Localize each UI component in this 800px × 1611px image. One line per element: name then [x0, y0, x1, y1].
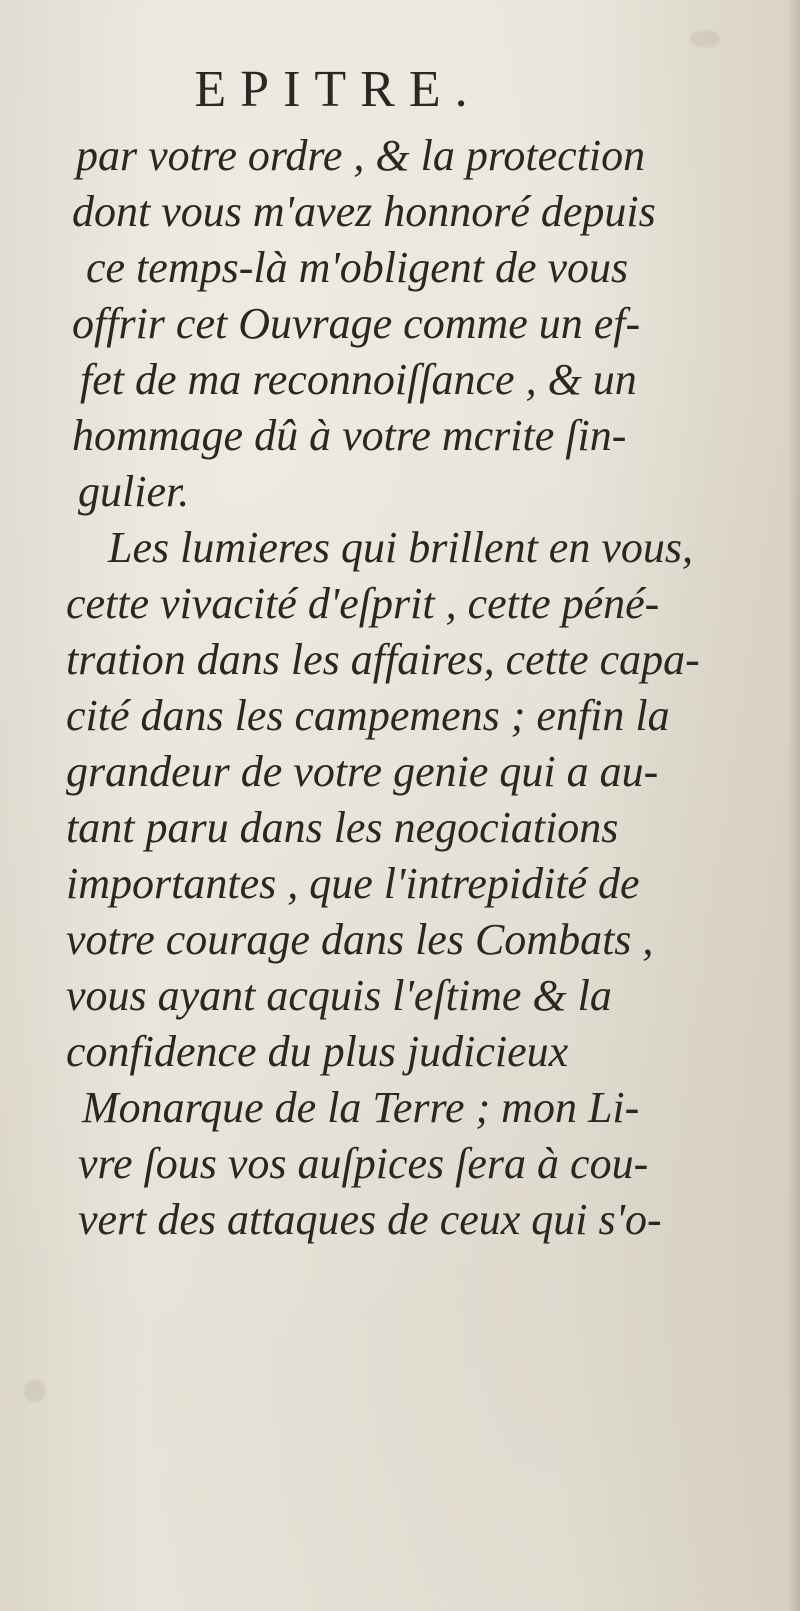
- text-line: gulier.: [78, 467, 190, 516]
- text-line: cette vivacité d'eſprit , cette péné-: [66, 579, 660, 628]
- paper-stain: [690, 30, 720, 48]
- text-line: tant paru dans les negociations: [66, 803, 619, 852]
- text-line: Monarque de la Terre ; mon Li-: [82, 1083, 640, 1132]
- text-line: vous ayant acquis l'eſtime & la: [66, 971, 612, 1020]
- text-line: ce temps-là m'obligent de vous: [86, 243, 629, 292]
- text-line: vert des attaques de ceux qui s'o-: [78, 1195, 662, 1244]
- text-line: dont vous m'avez honnoré depuis: [72, 187, 656, 236]
- page-header-title: EPITRE.: [194, 61, 482, 118]
- text-line: tration dans les affaires, cette capa-: [66, 635, 700, 684]
- text-line: confidence du plus judicieux: [66, 1027, 569, 1076]
- text-line: Les lumieres qui brillent en vous,: [108, 523, 693, 572]
- text-line: fet de ma reconnoiſſance , & un: [80, 355, 637, 404]
- paper-stain: [24, 1380, 46, 1402]
- text-line: grandeur de votre genie qui a au-: [66, 747, 659, 796]
- text-line: offrir cet Ouvrage comme un ef-: [72, 299, 641, 348]
- text-line: hommage dû à votre mcrite ſin-: [72, 411, 627, 460]
- text-line: cité dans les campemens ; enfin la: [66, 691, 670, 740]
- text-line: importantes , que l'intrepidité de: [66, 859, 640, 908]
- text-line: par votre ordre , & la protection: [76, 131, 646, 180]
- text-line: votre courage dans les Combats ,: [66, 915, 654, 964]
- text-line: vre ſous vos auſpices ſera à cou-: [78, 1139, 649, 1188]
- page-edge-shadow: [788, 0, 800, 1611]
